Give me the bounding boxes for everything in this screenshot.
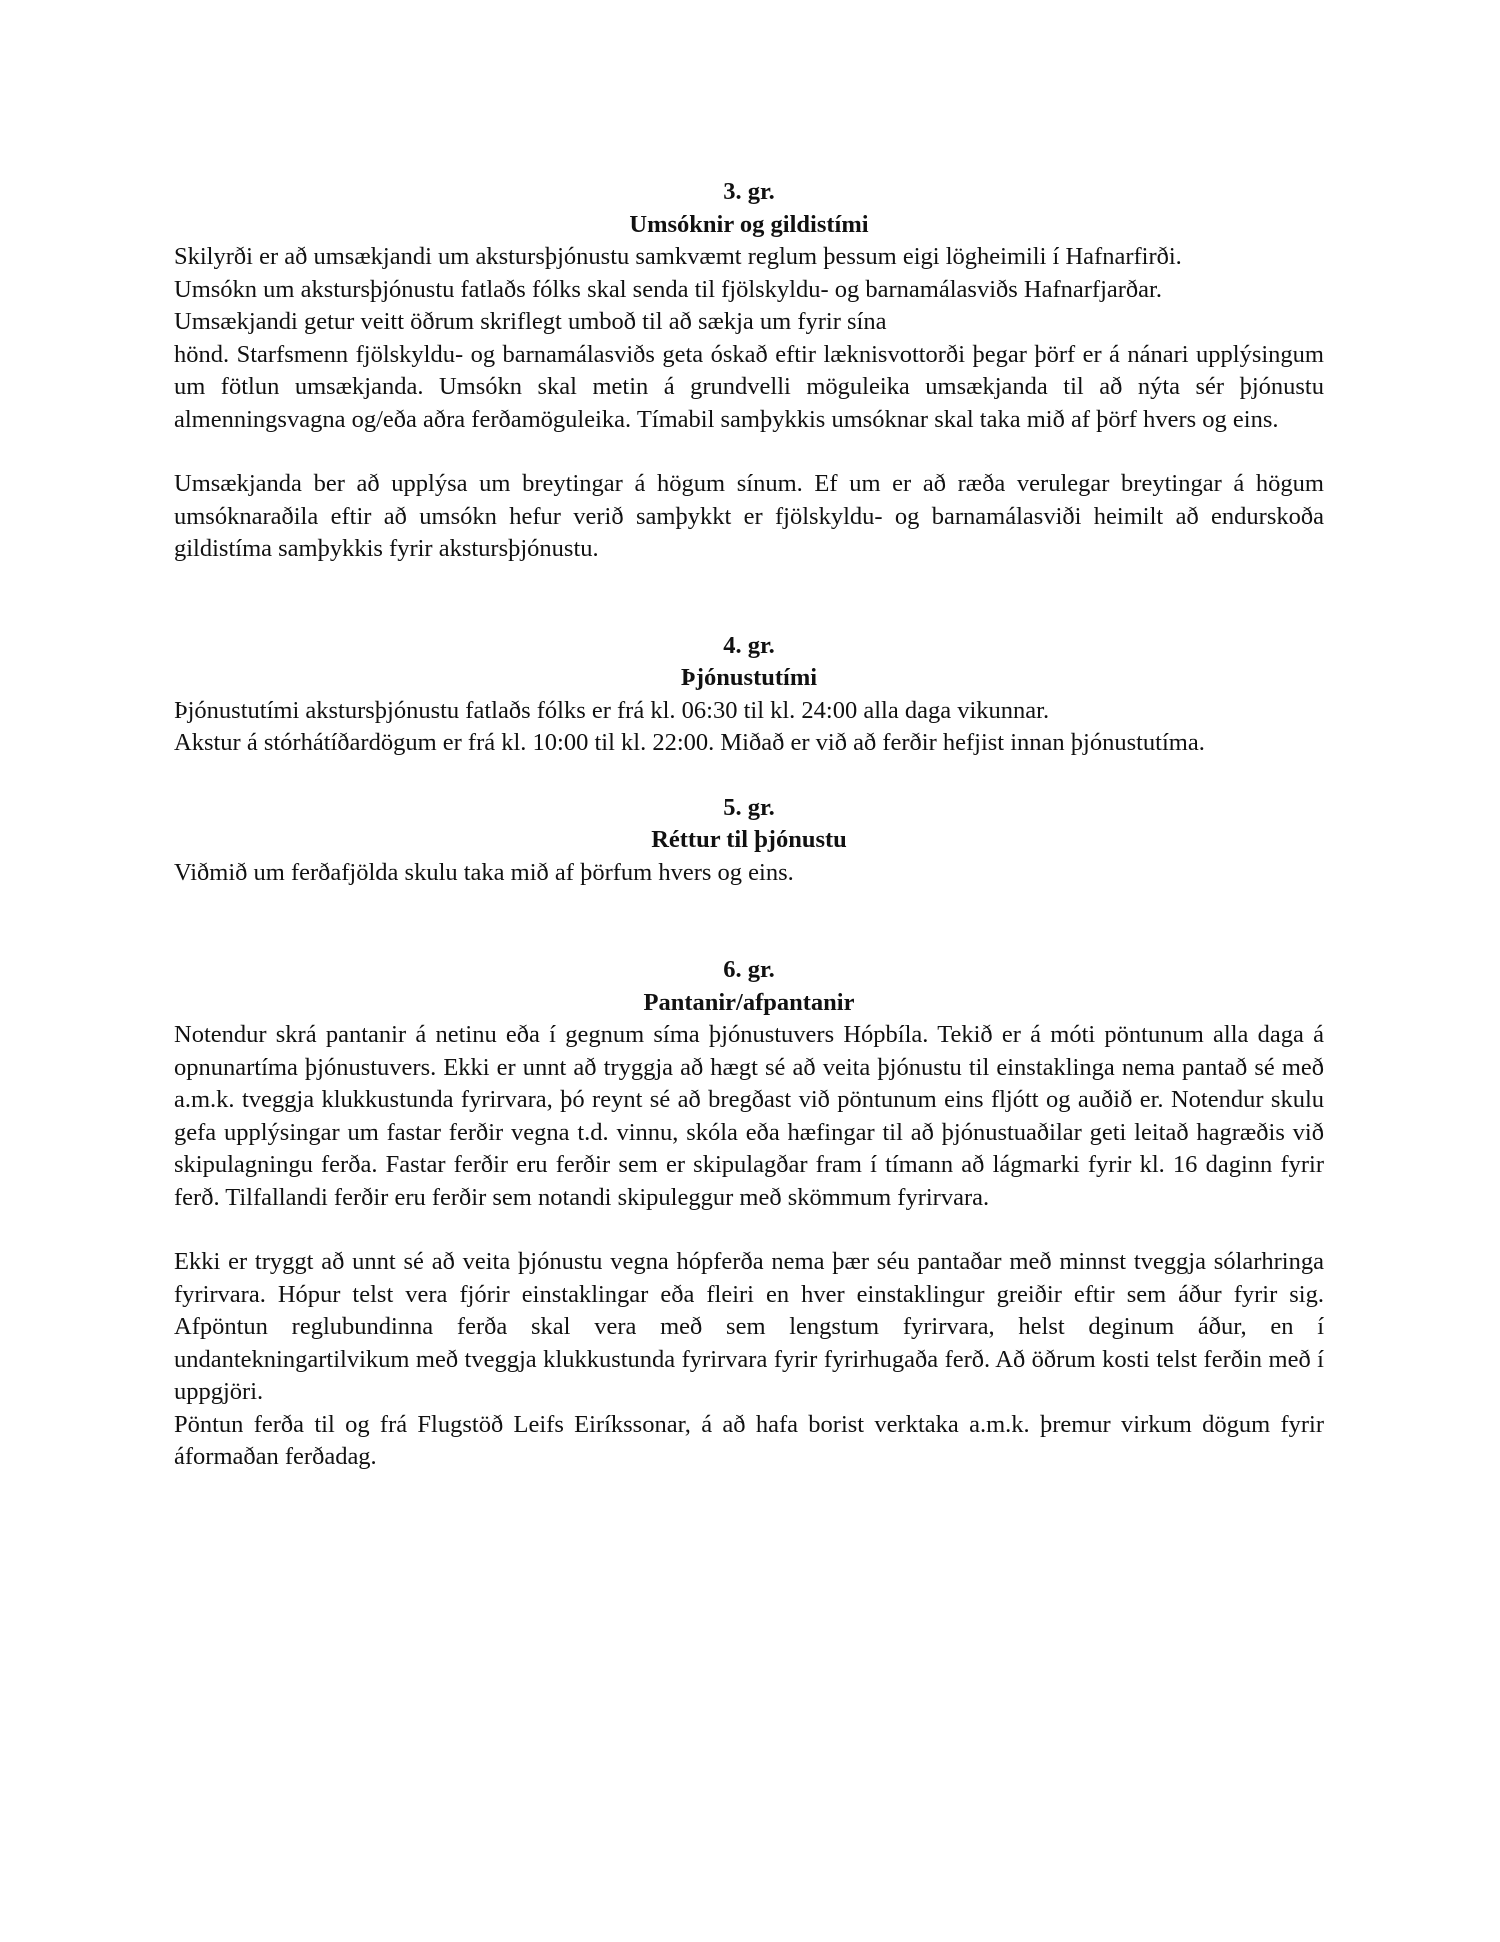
section-3-paragraph-1: hönd. Starfsmenn fjölskyldu- og barnamálasviðs geta óskað eftir læknisvottorði þegar þörf er á nánari upplýsingum um fötlun umsækjanda. Umsókn skal metin á grundvelli möguleika umsækjanda til að nýta sér þjónustu almenningsvagna og/eða aðra ferðamöguleika. Tímabil samþykkis umsóknar skal taka mið af þörf hvers og eins. [174, 340, 1324, 433]
section-5-paragraph-1: Viðmið um ferðafjölda skulu taka mið af þörfum hvers og eins. [174, 858, 794, 886]
document-page [174, 176, 1324, 1474]
spacer [174, 436, 1324, 468]
section-6-paragraph-3: Pöntun ferða til og frá Flugstöð Leifs Eiríkssonar, á að hafa borist verktaka a.m.k. þremur virkum dögum fyrir áformaðan ferðadag. [174, 1410, 1324, 1470]
section-6-number: 6. gr. [723, 956, 775, 983]
section-3-line-2: Umsókn um akstursþjónustu fatlaðs fólks skal senda til fjölskyldu- og barnamálasviðs Hafnarfjarðar. [174, 275, 1162, 303]
section-4-paragraph-1: Þjónustutími akstursþjónustu fatlaðs fólks er frá kl. 06:30 til kl. 24:00 alla daga vikunnar. [174, 696, 1050, 724]
section-5-title: Réttur til þjónustu [651, 826, 847, 853]
section-6-paragraph-1: Notendur skrá pantanir á netinu eða í gegnum síma þjónustuvers Hópbíla. Tekið er á móti pöntunum alla daga á opnunartíma þjónustuvers. Ekki er unnt að tryggja að hægt sé að veita þjónustu til einstaklinga nema pantað sé með a.m.k. tveggja klukkustunda fyrirvara, þó reynt sé að bregðast við pöntunum eins fljótt og auðið er. Notendur skulu gefa upplýsingar um fastar ferðir vegna t.d. vinnu, skóla eða hæfingar til að þjónustuaðilar geti leitað hagræðis við skipulagningu ferða. Fastar ferðir eru ferðir sem er skipulagðar fram í tímann að lágmarki fyrir kl. 16 daginn fyrir ferð. Tilfallandi ferðir eru ferðir sem notandi skipuleggur með skömmum fyrirvara. [174, 1021, 1324, 1211]
section-4-title: Þjónustutími [680, 664, 818, 691]
spacer [174, 566, 1324, 630]
section-4-paragraph-2: Akstur á stórhátíðardögum er frá kl. 10:00 til kl. 22:00. Miðað er við að ferðir hefjist innan þjónustutíma. [174, 729, 1205, 756]
section-3-paragraph-2: Umsækjanda ber að upplýsa um breytingar á högum sínum. Ef um er að ræða verulegar breytingar á högum umsóknaraðila eftir að umsókn hefur verið samþykkt er fjölskyldu- og barnamálasviði heimilt að endurskoða gildistíma samþykkis fyrir akstursþjónustu. [174, 470, 1324, 562]
section-5-number: 5. gr. [723, 793, 775, 821]
section-6-paragraph-2: Ekki er tryggt að unnt sé að veita þjónustu vegna hópferða nema þær séu pantaðar með minnst tveggja sólarhringa fyrirvara. Hópur telst vera fjórir einstaklingar eða fleiri en hver einstaklingur greiðir eftir sem áður fyrir sig. Afpöntun reglubundinna ferða skal vera með sem lengstum fyrirvara, helst deginum áður, en í undantekningartilvikum með tveggja klukkustunda fyrirvara fyrir fyrirhugaða ferð. Að öðrum kosti telst ferðin með í uppgjöri. [174, 1248, 1324, 1405]
section-3-title: Umsóknir og gildistími [629, 210, 869, 238]
section-3-line-3: Umsækjandi getur veitt öðrum skriflegt umboð til að sækja um fyrir sína [174, 308, 887, 335]
spacer [174, 760, 1324, 792]
spacer [174, 1214, 1324, 1246]
section-4-number: 4. gr. [723, 631, 775, 659]
spacer [174, 889, 1324, 954]
section-3-line-1: Skilyrði er að umsækjandi um akstursþjónustu samkvæmt reglum þessum eigi lögheimili í Hafnarfirði. [174, 243, 1182, 270]
section-3-number: 3. gr. [723, 178, 775, 205]
section-6-title: Pantanir/afpantanir [643, 988, 855, 1016]
